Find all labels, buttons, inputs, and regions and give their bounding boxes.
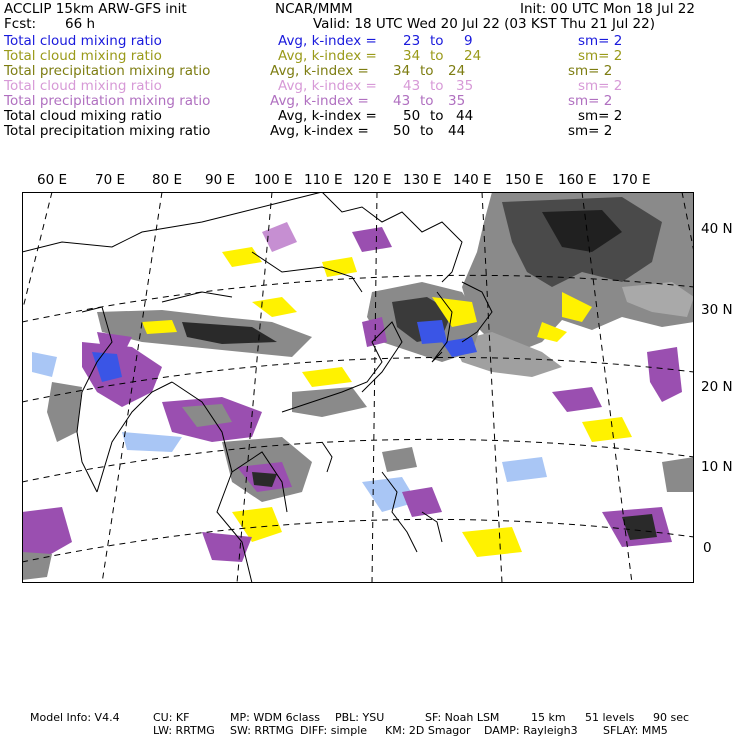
legend-row	[0, 34, 740, 49]
footer-diff: DIFF: simple	[300, 724, 368, 737]
legend-sm: sm= 2	[578, 78, 623, 94]
model-title: ACCLIP 15km ARW-GFS init	[4, 1, 187, 17]
forecast-hours: 66 h	[65, 16, 96, 32]
legend-row	[0, 124, 740, 139]
legend-row	[0, 109, 740, 124]
legend-row	[0, 64, 740, 79]
legend-k-from: 43	[393, 93, 411, 109]
legend-to: to	[430, 48, 444, 64]
legend-k-from: 34	[393, 63, 411, 79]
legend-to: to	[430, 78, 444, 94]
footer-levels: 51 levels	[585, 711, 635, 724]
legend-row	[0, 49, 740, 64]
lat-label: 40 N	[701, 221, 733, 237]
init-time: Init: 00 UTC Mon 18 Jul 22	[520, 1, 695, 17]
legend-to: to	[430, 108, 444, 124]
legend-sm: sm= 2	[568, 63, 613, 79]
legend-field: Total precipitation mixing ratio	[4, 93, 211, 109]
lon-label: 140 E	[453, 172, 492, 188]
legend-k-to: 24	[448, 63, 466, 79]
lon-label: 110 E	[304, 172, 343, 188]
legend-sm: sm= 2	[568, 93, 613, 109]
legend-avg: Avg, k-index =	[270, 123, 369, 139]
legend-k-from: 50	[403, 108, 421, 124]
legend-k-to: 44	[456, 108, 474, 124]
legend-avg: Avg, k-index =	[278, 108, 377, 124]
legend-to: to	[420, 93, 434, 109]
lon-label: 120 E	[353, 172, 392, 188]
legend-field: Total cloud mixing ratio	[4, 48, 162, 64]
legend-field: Total cloud mixing ratio	[4, 78, 162, 94]
legend-k-from: 43	[403, 78, 421, 94]
legend-k-from: 23	[403, 33, 421, 49]
legend-sm: sm= 2	[568, 123, 613, 139]
legend-avg: Avg, k-index =	[278, 48, 377, 64]
legend-field: Total precipitation mixing ratio	[4, 63, 211, 79]
legend-to: to	[420, 123, 434, 139]
legend-avg: Avg, k-index =	[278, 78, 377, 94]
lon-label: 80 E	[152, 172, 182, 188]
lon-label: 150 E	[505, 172, 544, 188]
legend-k-to: 35	[456, 78, 474, 94]
footer-pbl: PBL: YSU	[335, 711, 385, 724]
footer-mp: MP: WDM 6class	[230, 711, 320, 724]
legend-k-to: 35	[448, 93, 466, 109]
legend-k-from: 34	[403, 48, 421, 64]
footer-dt: 90 sec	[653, 711, 690, 724]
legend-avg: Avg, k-index =	[270, 93, 369, 109]
legend-avg: Avg, k-index =	[270, 63, 369, 79]
lat-label: 0	[703, 540, 712, 556]
footer-sf: SF: Noah LSM	[425, 711, 500, 724]
legend-k-to: 44	[448, 123, 466, 139]
lon-label: 100 E	[254, 172, 293, 188]
footer-damp: DAMP: Rayleigh3	[484, 724, 578, 737]
legend-sm: sm= 2	[578, 108, 623, 124]
legend-k-to: 24	[464, 48, 482, 64]
legend-field: Total cloud mixing ratio	[4, 33, 162, 49]
legend-k-to: 9	[464, 33, 473, 49]
forecast-label: Fcst:	[4, 16, 37, 32]
footer-cu: CU: KF	[153, 711, 190, 724]
legend-sm: sm= 2	[578, 33, 623, 49]
map-canvas	[22, 192, 694, 583]
lon-label: 90 E	[205, 172, 235, 188]
lon-label: 70 E	[95, 172, 125, 188]
lon-label: 60 E	[37, 172, 67, 188]
forecast-map	[22, 192, 694, 583]
footer-km: KM: 2D Smagor	[385, 724, 471, 737]
lat-label: 20 N	[701, 379, 733, 395]
legend-row	[0, 94, 740, 109]
org-label: NCAR/MMM	[275, 1, 353, 17]
lat-label: 10 N	[701, 459, 733, 475]
legend-field: Total precipitation mixing ratio	[4, 123, 211, 139]
lat-label: 30 N	[701, 302, 733, 318]
legend-k-from: 50	[393, 123, 411, 139]
legend-avg: Avg, k-index =	[278, 33, 377, 49]
footer-model-info: Model Info: V4.4	[30, 711, 120, 724]
footer-sw: SW: RRTMG	[230, 724, 294, 737]
valid-time: Valid: 18 UTC Wed 20 Jul 22 (03 KST Thu 21 Jul 22)	[313, 16, 655, 32]
footer-res: 15 km	[531, 711, 566, 724]
lon-label: 170 E	[612, 172, 651, 188]
footer-sflay: SFLAY: MM5	[603, 724, 668, 737]
legend-row	[0, 79, 740, 94]
footer-lw: LW: RRTMG	[153, 724, 215, 737]
legend-sm: sm= 2	[578, 48, 623, 64]
legend-field: Total cloud mixing ratio	[4, 108, 162, 124]
legend-to: to	[430, 33, 444, 49]
legend-to: to	[420, 63, 434, 79]
lon-label: 160 E	[558, 172, 597, 188]
lon-label: 130 E	[403, 172, 442, 188]
